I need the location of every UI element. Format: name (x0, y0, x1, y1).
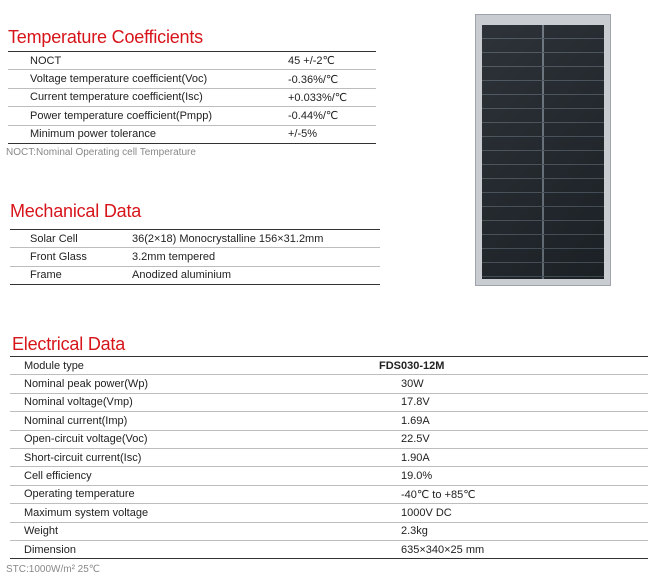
table-row (10, 540, 648, 558)
row-label: Dimension (24, 543, 76, 556)
row-value: 17.8V (401, 396, 430, 409)
row-label: Solar Cell (30, 232, 78, 245)
row-value: -40℃ to +85℃ (401, 488, 476, 501)
row-label: Current temperature coefficient(Isc) (30, 91, 203, 104)
row-label: Nominal current(Imp) (24, 414, 128, 427)
table-row (10, 412, 648, 430)
row-value: 36(2×18) Monocrystalline 156×31.2mm (132, 232, 324, 245)
row-value: 19.0% (401, 470, 433, 483)
table-row (10, 467, 648, 485)
row-value: 30W (401, 378, 424, 391)
table-row (10, 357, 648, 375)
table-row (10, 504, 648, 522)
row-value: 3.2mm tempered (132, 251, 216, 264)
row-label: Module type (24, 359, 84, 372)
electrical-note: STC:1000W/m² 25℃ (6, 564, 101, 575)
table-row (8, 125, 376, 143)
table-row (8, 107, 376, 125)
table-row (10, 248, 380, 266)
solar-cells-grid (482, 25, 604, 279)
mechanical-title: Mechanical Data (10, 201, 142, 221)
table-row (8, 52, 376, 70)
row-value: -0.44%/℃ (288, 110, 339, 123)
temperature-note: NOCT:Nominal Operating cell Temperature (6, 147, 196, 158)
row-value: 1.90A (401, 451, 430, 464)
row-value: 2.3kg (401, 525, 428, 538)
row-value: +0.033%/℃ (288, 91, 348, 104)
row-label: Voltage temperature coefficient(Voc) (30, 73, 208, 86)
row-label: Front Glass (30, 251, 87, 264)
table-row (10, 522, 648, 540)
row-label: Cell efficiency (24, 470, 92, 483)
row-label: Operating temperature (24, 488, 135, 501)
table-row (10, 230, 380, 248)
row-label: Short-circuit current(Isc) (24, 451, 142, 464)
row-value: 1000V DC (401, 506, 452, 519)
table-row (10, 393, 648, 411)
table-row (10, 485, 648, 503)
solar-panel-image (475, 14, 611, 286)
mechanical-table (10, 229, 380, 285)
row-value: 1.69A (401, 414, 430, 427)
row-value: FDS030-12M (379, 359, 445, 372)
row-value: Anodized aluminium (132, 269, 232, 282)
table-row (10, 430, 648, 448)
row-label: Nominal voltage(Vmp) (24, 396, 133, 409)
table-row (10, 375, 648, 393)
row-label: Minimum power tolerance (30, 128, 156, 141)
electrical-table (10, 356, 648, 559)
row-value: 635×340×25 mm (401, 543, 485, 556)
table-row (8, 88, 376, 106)
row-value: +/-5% (288, 128, 318, 141)
electrical-title: Electrical Data (12, 334, 126, 354)
row-value: -0.36%/℃ (288, 73, 339, 86)
row-label: Nominal peak power(Wp) (24, 378, 149, 391)
row-label: NOCT (30, 54, 62, 67)
row-label: Power temperature coefficient(Pmpp) (30, 109, 212, 122)
row-label: Maximum system voltage (24, 506, 149, 519)
row-label: Frame (30, 269, 62, 282)
row-value: 22.5V (401, 433, 430, 446)
row-value: 45 +/-2℃ (288, 55, 335, 68)
table-row (8, 70, 376, 88)
table-row (10, 266, 380, 284)
table-row (10, 448, 648, 466)
temperature-table (8, 51, 376, 144)
row-label: Open-circuit voltage(Voc) (24, 433, 148, 446)
row-label: Weight (24, 525, 59, 538)
temperature-title: Temperature Coefficients (8, 27, 203, 47)
